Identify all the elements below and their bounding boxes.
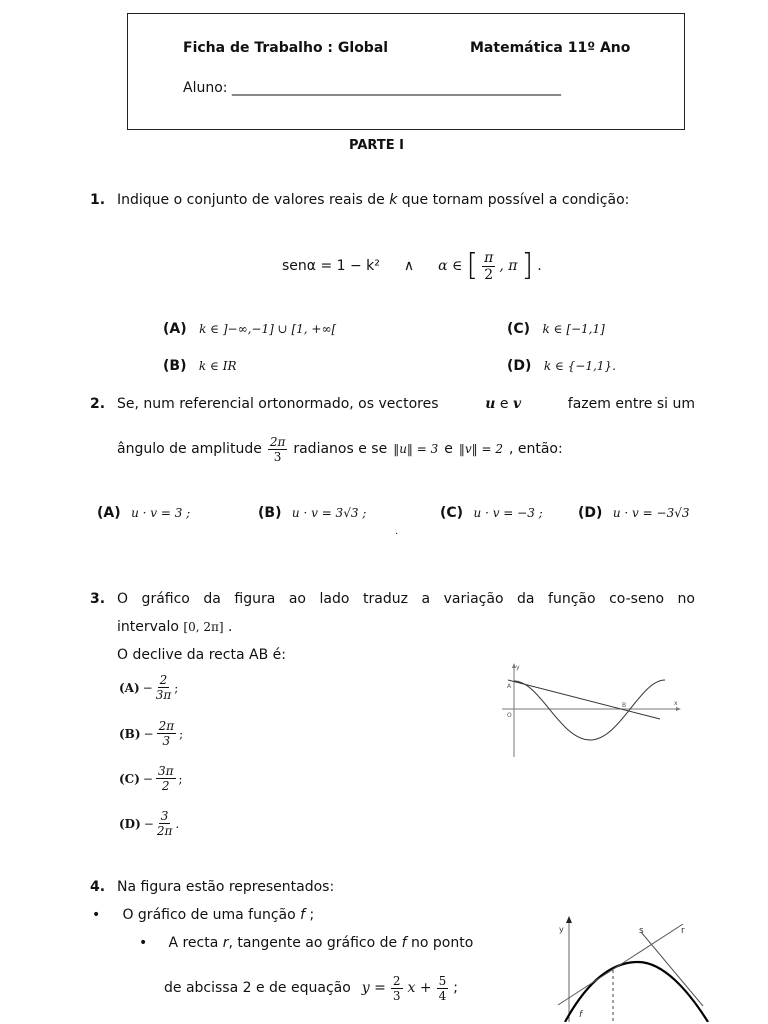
q3-line2-b: . — [228, 619, 233, 635]
q2-e2: e — [444, 441, 453, 457]
q4-bullet1 — [92, 907, 314, 923]
q2-option-d-value: u · v = −3√3 — [612, 506, 690, 520]
q3-line1: O gráfico da figura ao lado traduz a variação da função co-seno no — [117, 591, 695, 607]
q3-option-c[interactable] — [119, 765, 183, 792]
q3-number: 3. — [90, 591, 106, 607]
q2-norm-u: ‖u‖ = 3 — [393, 442, 439, 456]
q4-f: f — [300, 907, 306, 923]
q3-option-a[interactable] — [119, 674, 178, 701]
q4-r: r — [222, 935, 229, 951]
q4-number: 4. — [90, 879, 106, 895]
q3-option-c-label: (C) — [119, 771, 140, 786]
q2-number: 2. — [90, 396, 106, 412]
q3-option-d-sign: − — [143, 816, 154, 831]
q1-option-a-label: (A) — [163, 321, 187, 337]
q3-label-a: A — [507, 683, 512, 690]
q4-intro: Na figura estão representados: — [117, 879, 335, 895]
q3-x-arrow-icon — [676, 707, 681, 711]
q3-option-d-den: 2π — [156, 824, 173, 838]
q1-wedge: ∧ — [403, 258, 415, 274]
q3-option-b-sign: − — [143, 726, 154, 741]
q3-option-b-den: 3 — [162, 734, 171, 748]
q1-option-d-value: k ∈ {−1,1}. — [543, 359, 616, 373]
q1-text-a: Indique o conjunto de valores reais de — [117, 192, 385, 208]
q3-interval: [0, 2π] — [183, 620, 224, 634]
q1-text-b: que tornam possível a condição: — [401, 192, 630, 208]
q3-line2-a: intervalo — [117, 619, 179, 635]
q2-line2-a: ângulo de amplitude — [117, 441, 262, 457]
q3-label-b: B — [622, 702, 627, 709]
q1-option-b-label: (B) — [163, 358, 187, 374]
q2-option-c[interactable] — [440, 505, 543, 521]
q4-bullet2-a: A recta — [168, 935, 219, 951]
q3-label-o: O — [507, 712, 512, 719]
q3-option-a-frac — [156, 674, 172, 701]
q4-line3 — [164, 970, 458, 1006]
q3-option-a-num: 2 — [159, 673, 168, 687]
q4-bullet2-c: no ponto — [411, 935, 474, 951]
q1-option-a[interactable] — [163, 321, 336, 337]
q4-label-y: y — [559, 925, 564, 934]
q1-option-d[interactable] — [507, 358, 616, 374]
q2-angle-num: 2π — [269, 434, 286, 449]
q2-stray-dot: . — [395, 526, 399, 537]
q3-option-d-end: . — [175, 816, 180, 831]
q4-y-arrow-icon — [566, 916, 572, 923]
q4-line-s — [641, 932, 703, 1006]
q1-dot: . — [537, 258, 542, 274]
q3-option-a-label: (A) — [119, 680, 140, 695]
q4-label-r: r — [681, 926, 685, 936]
q3-option-b-frac — [157, 720, 177, 747]
subject-title: Matemática 11º Ano — [470, 40, 631, 56]
q1-eq-pi: , π — [499, 258, 518, 274]
q2-option-a[interactable] — [97, 505, 190, 521]
q2-line2 — [117, 430, 563, 468]
q3-option-b[interactable] — [119, 720, 183, 747]
q4-frac1-num: 2 — [392, 973, 401, 988]
q1-bracket-left: [ — [466, 248, 479, 283]
q1-option-b[interactable] — [163, 358, 236, 374]
q3-line2 — [117, 619, 232, 635]
q1-eq-in: α ∈ — [438, 258, 463, 274]
q4-frac1 — [391, 975, 403, 1002]
q4-frac2-den: 4 — [438, 988, 447, 1003]
q3-option-b-num: 2π — [158, 719, 175, 733]
q2-angle-frac — [268, 436, 288, 463]
q4-label-f: f — [579, 1010, 583, 1020]
q3-label-x: x — [674, 700, 678, 707]
q2-norm-v: ‖v‖ = 2 — [458, 442, 503, 456]
q4-function-curve — [565, 962, 708, 1022]
q3-option-c-sign: − — [142, 771, 153, 786]
q2-line1-b: fazem entre si um — [567, 396, 695, 412]
q2-option-b[interactable] — [258, 505, 366, 521]
q4-bullet2-b: , tangente ao gráfico de — [228, 935, 398, 951]
q3-label-y: y — [516, 664, 520, 671]
q2-line1-a: Se, num referencial ortonormado, os vectores — [117, 396, 439, 412]
q3-option-b-label: (B) — [119, 726, 141, 741]
q4-bullet1-a: O gráfico de uma função — [122, 907, 296, 923]
header-box — [127, 13, 685, 130]
q1-option-a-value: k ∈ ]−∞,−1] ∪ [1, +∞[ — [199, 322, 337, 336]
q1-option-c-value: k ∈ [−1,1] — [542, 322, 605, 336]
q2-option-b-value: u · v = 3√3 ; — [291, 506, 367, 520]
q3-line3: O declive da recta AB é: — [117, 647, 286, 663]
q2-line2-c: , então: — [508, 441, 563, 457]
q1-text — [117, 192, 629, 208]
q2-angle-den: 3 — [273, 449, 282, 464]
q4-frac2-num: 5 — [438, 973, 447, 988]
q4-label-s: s — [639, 926, 644, 936]
q3-option-d[interactable] — [119, 810, 179, 837]
q1-frac-num: π — [484, 249, 494, 266]
q3-option-a-sign: − — [142, 680, 153, 695]
q2-option-c-label: (C) — [440, 505, 464, 521]
q1-option-b-value: k ∈ IR — [198, 359, 237, 373]
q1-bracket-right: ] — [521, 248, 534, 283]
q4-function-graph — [553, 910, 713, 1022]
q2-vector-v: v — [512, 396, 522, 412]
q2-option-d[interactable] — [578, 505, 689, 521]
q1-option-c-label: (C) — [507, 321, 531, 337]
q1-option-c[interactable] — [507, 321, 605, 337]
q4-eq-y: y = — [361, 980, 386, 996]
q3-option-d-frac — [157, 810, 173, 837]
q4-line3-a: de abcissa 2 e de equação — [164, 980, 351, 996]
q4-frac1-den: 3 — [392, 988, 401, 1003]
q4-f2: f — [401, 935, 407, 951]
q4-eq-end: ; — [453, 980, 458, 996]
q2-option-c-value: u · v = −3 ; — [473, 506, 543, 520]
q3-option-d-label: (D) — [119, 816, 141, 831]
q1-frac-den: 2 — [484, 266, 494, 283]
q3-option-b-end: ; — [179, 726, 184, 741]
q4-bullet1-b: ; — [309, 907, 315, 923]
q1-frac — [482, 251, 495, 282]
q2-option-d-label: (D) — [578, 505, 603, 521]
q1-var-k: k — [389, 192, 398, 208]
student-label: Aluno: _______________________________________________ — [183, 80, 561, 96]
q1-number: 1. — [90, 192, 106, 208]
q4-x-plus: x + — [407, 980, 432, 996]
q2-vector-u: u — [485, 396, 496, 412]
q1-equation — [282, 246, 542, 286]
q3-option-d-num: 3 — [160, 809, 169, 823]
q2-line2-b: radianos e se — [293, 441, 388, 457]
q3-option-a-end: ; — [174, 680, 179, 695]
q2-e: e — [499, 396, 509, 412]
worksheet-title: Ficha de Trabalho : Global — [183, 40, 389, 56]
q3-option-c-num: 3π — [157, 764, 174, 778]
q4-frac2 — [437, 975, 449, 1002]
q1-eq-left: senα = 1 − k² — [282, 258, 380, 274]
q4-tangent-r — [558, 924, 683, 1005]
q3-option-c-den: 2 — [161, 779, 170, 793]
q3-option-c-end: ; — [178, 771, 183, 786]
q4-bullet2 — [139, 935, 473, 951]
q3-option-c-frac — [156, 765, 176, 792]
sub-bullet-icon: • — [139, 935, 148, 951]
q2-option-a-value: u · v = 3 ; — [131, 506, 191, 520]
q2-option-a-label: (A) — [97, 505, 121, 521]
q3-cosine-graph — [500, 660, 685, 760]
q1-option-d-label: (D) — [507, 358, 532, 374]
q3-cosine-curve — [514, 680, 665, 740]
q3-option-a-den: 3π — [155, 688, 172, 702]
q2-line1 — [117, 396, 695, 412]
bullet-icon: • — [92, 907, 101, 923]
q2-option-b-label: (B) — [258, 505, 282, 521]
part-title: PARTE I — [349, 138, 404, 153]
